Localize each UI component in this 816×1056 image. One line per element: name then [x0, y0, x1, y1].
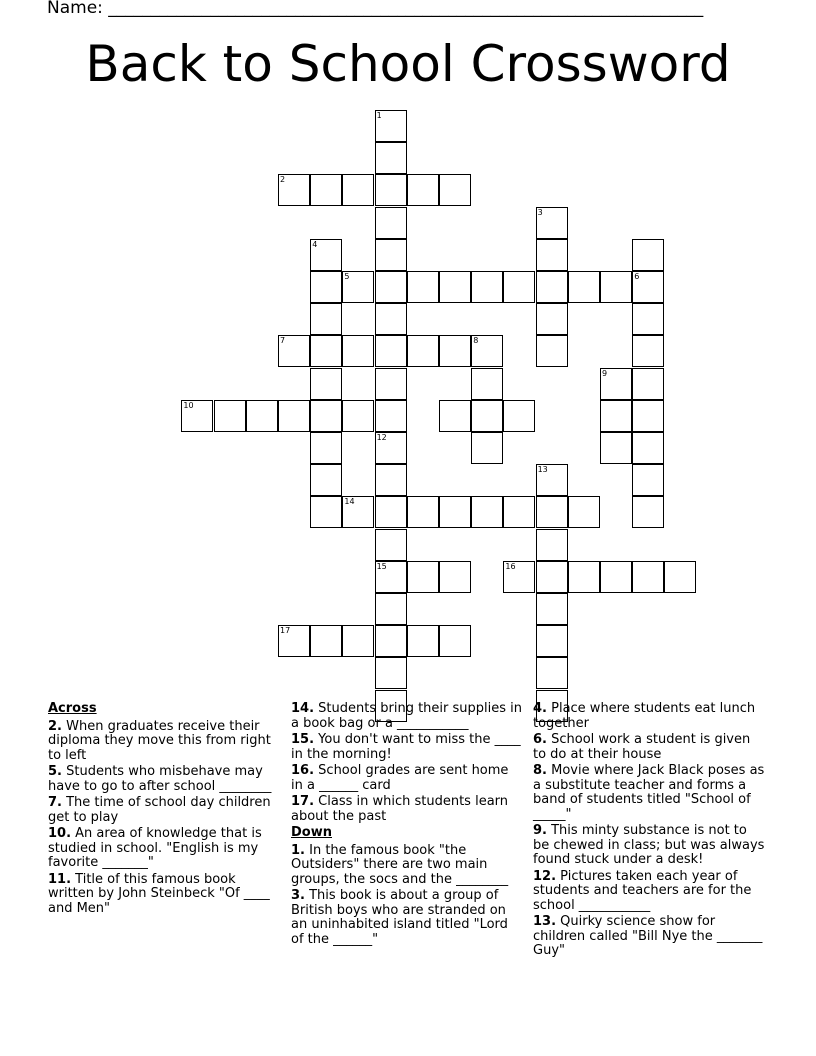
grid-cell[interactable] — [407, 174, 439, 206]
grid-cell[interactable] — [568, 561, 600, 593]
clues-column-3 — [533, 702, 765, 961]
grid-cell[interactable] — [471, 271, 503, 303]
clue-item-text: You don't want to miss the ____ in the morning! — [291, 732, 521, 762]
grid-cell[interactable] — [632, 496, 664, 528]
grid-cell[interactable] — [536, 496, 568, 528]
grid-cell[interactable] — [310, 271, 342, 303]
clue-number: 14 — [344, 497, 355, 507]
grid-cell[interactable] — [342, 335, 374, 367]
clue-item-text: Quirky science show for children called "Bill Nye the _______ Guy" — [533, 914, 763, 958]
grid-cell[interactable] — [375, 561, 407, 593]
grid-cell[interactable] — [536, 271, 568, 303]
grid-cell[interactable] — [471, 432, 503, 464]
grid-cell[interactable] — [310, 625, 342, 657]
grid-cell[interactable] — [632, 561, 664, 593]
grid-cell[interactable] — [310, 303, 342, 335]
clues-column-1 — [48, 702, 280, 918]
grid-cell[interactable] — [632, 400, 664, 432]
down-header: Down — [291, 825, 332, 840]
grid-cell[interactable] — [632, 464, 664, 496]
grid-cell[interactable] — [600, 368, 632, 400]
grid-cell[interactable] — [310, 496, 342, 528]
clue-item-number: 9. — [533, 823, 547, 838]
name-field-label: Name: ______________________________________________________________________ — [47, 0, 704, 18]
grid-cell[interactable] — [278, 174, 310, 206]
grid-cell[interactable] — [407, 561, 439, 593]
clue-item — [291, 844, 523, 888]
grid-cell[interactable] — [536, 303, 568, 335]
clue-item-text: School grades are sent home in a ______ card — [291, 763, 509, 793]
grid-cell[interactable] — [568, 496, 600, 528]
clue-item — [533, 764, 765, 822]
clue-item-number: 4. — [533, 701, 547, 716]
grid-cell[interactable] — [375, 368, 407, 400]
clue-number: 5 — [344, 272, 350, 281]
grid-cell[interactable] — [310, 464, 342, 496]
clue-item-number: 10. — [48, 826, 72, 841]
clue-item-number: 16. — [291, 763, 315, 778]
clue-number: 13 — [537, 465, 548, 475]
clue-item-text: School work a student is given to do at their house — [533, 732, 751, 762]
clue-item-number: 5. — [48, 764, 62, 779]
clue-item-text: Movie where Jack Black poses as a substitute teacher and forms a band of students titled "School of _____" — [533, 763, 765, 822]
clue-item-text: The time of school day children get to play — [48, 795, 271, 825]
grid-cell[interactable] — [439, 561, 471, 593]
clue-item — [533, 870, 765, 914]
across-header: Across — [48, 701, 97, 716]
clue-item — [291, 702, 523, 731]
grid-cell[interactable] — [342, 400, 374, 432]
clue-number: 8 — [473, 336, 479, 346]
grid-cell[interactable] — [536, 657, 568, 689]
grid-cell[interactable] — [439, 496, 471, 528]
grid-cell[interactable] — [536, 625, 568, 657]
grid-cell[interactable] — [536, 529, 568, 561]
clue-number: 2 — [280, 175, 286, 185]
grid-cell[interactable] — [632, 368, 664, 400]
clue-number: 12 — [376, 433, 387, 442]
clue-item — [533, 702, 765, 731]
clue-item-number: 15. — [291, 732, 315, 747]
clue-number: 15 — [376, 561, 387, 571]
clue-item-text: This book is about a group of British boys who are stranded on an uninhabited island titled "Lord of the ______" — [291, 888, 508, 947]
grid-cell[interactable] — [375, 239, 407, 271]
clue-item — [533, 915, 765, 959]
page-title: Back to School Crossword — [85, 35, 731, 93]
clue-item — [48, 765, 280, 794]
grid-cell[interactable] — [632, 303, 664, 335]
grid-cell[interactable] — [375, 464, 407, 496]
clue-item — [533, 733, 765, 762]
grid-cell[interactable] — [310, 174, 342, 206]
grid-cell[interactable] — [310, 432, 342, 464]
clue-item — [48, 796, 280, 825]
grid-cell[interactable] — [471, 496, 503, 528]
grid-cell[interactable] — [503, 496, 535, 528]
grid-cell[interactable] — [342, 625, 374, 657]
grid-cell[interactable] — [439, 335, 471, 367]
grid-cell[interactable] — [375, 335, 407, 367]
clue-number: 17 — [280, 626, 291, 636]
clue-item — [291, 889, 523, 947]
grid-cell[interactable] — [342, 174, 374, 206]
grid-cell[interactable] — [342, 496, 374, 528]
clue-item-number: 8. — [533, 763, 547, 778]
clue-item — [291, 733, 523, 762]
grid-cell[interactable] — [375, 400, 407, 432]
grid-cell[interactable] — [246, 400, 278, 432]
clue-item-number: 11. — [48, 871, 72, 887]
grid-cell[interactable] — [375, 657, 407, 689]
grid-cell[interactable] — [278, 335, 310, 367]
clue-item-number: 7. — [48, 795, 62, 810]
clue-item-text: Students bring their supplies in a book bag or a ___________ — [291, 701, 522, 731]
clue-item-number: 1. — [291, 842, 305, 858]
grid-cell[interactable] — [407, 335, 439, 367]
clue-item-text: Pictures taken each year of students and teachers are for the school ___________ — [533, 868, 752, 913]
grid-cell[interactable] — [632, 432, 664, 464]
grid-cell[interactable] — [503, 271, 535, 303]
clue-item-number: 13. — [533, 914, 557, 929]
grid-cell[interactable] — [600, 271, 632, 303]
grid-cell[interactable] — [375, 303, 407, 335]
clue-item-text: In the famous book "the Outsiders" there are two main groups, the socs and the ________ — [291, 842, 509, 887]
grid-cell[interactable] — [375, 271, 407, 303]
grid-cell[interactable] — [375, 207, 407, 239]
clue-number: 7 — [280, 336, 286, 346]
clue-item-number: 17. — [291, 794, 315, 809]
grid-cell[interactable] — [536, 207, 568, 239]
grid-cell[interactable] — [600, 400, 632, 432]
grid-cell[interactable] — [342, 271, 374, 303]
clue-number: 4 — [312, 239, 318, 249]
grid-cell[interactable] — [632, 335, 664, 367]
grid-cell[interactable] — [568, 271, 600, 303]
clue-item-text: Class in which students learn about the past — [291, 794, 509, 824]
grid-cell[interactable] — [310, 335, 342, 367]
grid-cell[interactable] — [439, 625, 471, 657]
grid-cell[interactable] — [536, 239, 568, 271]
clue-item — [533, 824, 765, 868]
grid-cell[interactable] — [407, 496, 439, 528]
clues-column-2 — [291, 702, 523, 949]
grid-cell[interactable] — [632, 271, 664, 303]
grid-cell[interactable] — [536, 335, 568, 367]
grid-cell[interactable] — [536, 593, 568, 625]
clue-item-text: When graduates receive their diploma they move this from right to left — [48, 718, 271, 763]
grid-cell[interactable] — [664, 561, 696, 593]
grid-cell[interactable] — [181, 400, 213, 432]
grid-cell[interactable] — [407, 271, 439, 303]
clue-item — [48, 720, 280, 764]
clue-item-text: This minty substance is not to be chewed in class; but was always found stuck under a desk! — [533, 823, 765, 867]
grid-cell[interactable] — [278, 400, 310, 432]
clue-number: 16 — [505, 561, 516, 571]
clue-item-text: Title of this famous book written by John Steinbeck "Of ____ and Men" — [48, 871, 270, 916]
grid-cell[interactable] — [536, 464, 568, 496]
grid-cell[interactable] — [407, 625, 439, 657]
grid-cell[interactable] — [439, 400, 471, 432]
grid-cell[interactable] — [214, 400, 246, 432]
clue-item-number: 14. — [291, 701, 315, 716]
grid-cell[interactable] — [439, 174, 471, 206]
grid-cell[interactable] — [471, 400, 503, 432]
clue-number: 6 — [634, 272, 640, 281]
clue-item-number: 12. — [533, 868, 557, 884]
clue-number: 10 — [183, 400, 194, 410]
clue-item-text: Students who misbehave may have to go to after school ________ — [48, 764, 272, 794]
grid-cell[interactable] — [375, 593, 407, 625]
clue-item-number: 3. — [291, 888, 305, 903]
grid-cell[interactable] — [375, 625, 407, 657]
grid-cell[interactable] — [632, 239, 664, 271]
grid-cell[interactable] — [503, 400, 535, 432]
clue-item-number: 6. — [533, 732, 547, 747]
grid-cell[interactable] — [503, 561, 535, 593]
clue-item-text: Place where students eat lunch together — [533, 701, 756, 731]
grid-cell[interactable] — [375, 174, 407, 206]
grid-cell[interactable] — [375, 496, 407, 528]
grid-cell[interactable] — [600, 432, 632, 464]
grid-cell[interactable] — [375, 142, 407, 174]
clue-number: 9 — [602, 368, 608, 378]
grid-cell[interactable] — [471, 368, 503, 400]
clue-number: 1 — [376, 111, 382, 120]
grid-cell[interactable] — [375, 432, 407, 464]
grid-cell[interactable] — [310, 368, 342, 400]
grid-cell[interactable] — [310, 239, 342, 271]
clue-item — [291, 764, 523, 793]
grid-cell[interactable] — [375, 110, 407, 142]
clue-item-text: An area of knowledge that is studied in school. "English is my favorite _______" — [48, 826, 262, 870]
clue-item — [48, 873, 280, 917]
grid-cell[interactable] — [471, 335, 503, 367]
grid-cell[interactable] — [375, 529, 407, 561]
clue-item — [291, 795, 523, 824]
grid-cell[interactable] — [310, 400, 342, 432]
grid-cell[interactable] — [439, 271, 471, 303]
grid-cell[interactable] — [278, 625, 310, 657]
grid-cell[interactable] — [600, 561, 632, 593]
clue-number: 3 — [537, 207, 543, 217]
grid-cell[interactable] — [536, 561, 568, 593]
clue-item — [48, 827, 280, 871]
clue-item-number: 2. — [48, 718, 62, 734]
